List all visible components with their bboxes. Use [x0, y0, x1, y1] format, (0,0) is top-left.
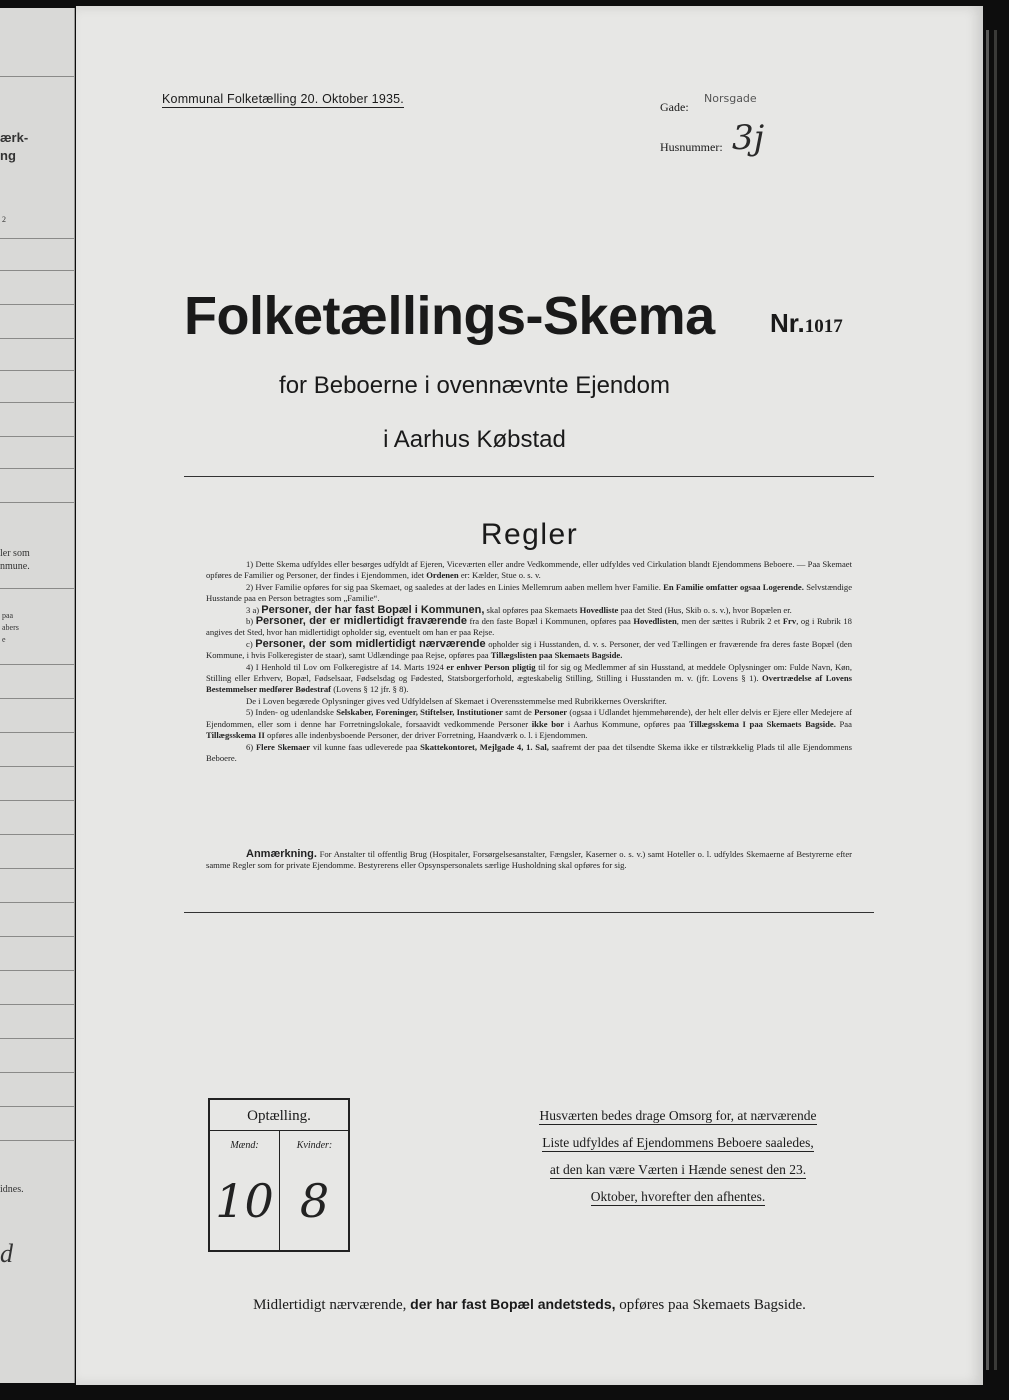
landlord-note-line: at den kan være Værten i Hænde senest den 23.	[549, 1162, 807, 1177]
gade-value: Norsgade	[704, 92, 757, 105]
ledger-rule	[0, 936, 74, 937]
form-subtitle-2: i Aarhus Købstad	[383, 426, 566, 453]
form-title: Folketællings-Skema	[184, 286, 715, 346]
landlord-note-line: Liste udfyldes af Ejendommens Beboere saaledes,	[542, 1135, 814, 1150]
annotation-heading: Anmærkning.	[246, 848, 317, 860]
rule-4-note: De i Loven begærede Oplysninger gives ved Udfyldelsen af Skemaet i Overensstemmelse med Rubrikkernes Overskrifter.	[246, 695, 667, 706]
women-count: 8	[299, 1174, 330, 1228]
husnummer-value: 3j	[732, 118, 765, 158]
footer-note	[76, 1296, 983, 1314]
ledger-rule	[0, 468, 74, 469]
census-header: Kommunal Folketælling 20. Oktober 1935.	[162, 92, 404, 106]
ledger-rule	[0, 76, 74, 77]
landlord-note	[508, 1102, 848, 1210]
ledger-rule	[0, 766, 74, 767]
ledger-rule	[0, 902, 74, 903]
left-fragment: paa	[2, 611, 14, 620]
page-edge	[986, 30, 989, 1370]
left-fragment: ng	[0, 148, 16, 163]
rule-3c: c) Personer, der som midlertidigt nærværende opholder sig i Husstanden, d. v. s. Personer, der ved Tællingen er fraværende fra deres faste Bopæl (den Kommune, i hvis Folkeregister de staar), samt Udlændinge paa Rejse, opføres paa Tillægslisten paa Skemaets Bagside.	[206, 637, 853, 661]
left-fragment: 2	[2, 215, 6, 224]
ledger-rule	[0, 238, 74, 239]
ledger-rule	[0, 502, 74, 503]
landlord-note-line: Husværten bedes drage Omsorg for, at nærværende	[539, 1108, 817, 1123]
left-fragment: d	[0, 1239, 13, 1268]
footer-part-bold: der har fast Bopæl andetsteds,	[410, 1296, 616, 1312]
left-fragment: ler som	[0, 548, 30, 559]
left-fragment: abers	[2, 623, 19, 632]
rules-divider	[184, 912, 874, 913]
rule-2: 2) Hver Familie opføres for sig paa Skemaet, og saaledes at der lades en Linies Mellemrum aaben mellem hver Familie. En Familie omfatter ogsaa Logerende. Selvstændige Husstande paa en Person betragtes som „Familie“.	[206, 581, 853, 604]
ledger-rule	[0, 1038, 74, 1039]
ledger-rule	[0, 1140, 74, 1141]
rule-3a: 3 a) Personer, der har fast Bopæl i Kommunen, skal opføres paa Skemaets Hovedliste paa det Sted (Hus, Skib o. s. v.), hvor Bopælen er.	[246, 603, 792, 616]
ledger-rule	[0, 800, 74, 801]
ledger-rule	[0, 402, 74, 403]
women-column-label: Kvinder:	[296, 1140, 333, 1151]
men-column-label: Mænd:	[230, 1140, 259, 1151]
census-form-page	[76, 6, 983, 1385]
left-fragment: e	[2, 635, 6, 644]
men-count: 10	[215, 1174, 274, 1228]
ledger-rule	[0, 1106, 74, 1107]
ledger-rule	[0, 338, 74, 339]
ledger-rule	[0, 732, 74, 733]
rules-text	[206, 559, 852, 764]
form-subtitle-1: for Beboerne i ovennævnte Ejendom	[279, 372, 670, 399]
page-edge	[994, 30, 997, 1370]
landlord-note-line: Oktober, hvorefter den afhentes.	[590, 1189, 766, 1204]
ledger-rule	[0, 868, 74, 869]
ledger-rule	[0, 270, 74, 271]
ledger-rule	[0, 588, 74, 589]
rule-5: 5) Inden- og udenlandske Selskaber, Foreninger, Stiftelser, Institutioner samt de Personer (ogsaa i Udlandet hjemmehørende), der helt eller delvis er Ejere eller Medejere af Ejendommen, eller som i denne har Forretningslokale, forsaavidt vedkommende Personer ikke bor i Aarhus Kommune, opføres paa Tillægsskema I paa Skemaets Bagside. Paa Tillægsskema II opføres alle indenbysboende Personer, der driver Forretning, Haandværk o. l. i Ejendommen.	[206, 707, 852, 741]
title-divider	[184, 476, 874, 477]
rule-3b: b) Personer, der er midlertidigt fraværende fra den faste Bopæl i Kommunen, opføres paa Hovedlisten, men der sættes i Rubrik 2 et Frv, og i Rubrik 18 angives det Sted, hvor han midlertidigt opholder sig, eventuelt om han er paa Rejse.	[206, 615, 852, 638]
ledger-rule	[0, 834, 74, 835]
ledger-rule	[0, 1072, 74, 1073]
footer-part: opføres paa Skemaets Bagside.	[619, 1297, 806, 1313]
ledger-rule	[0, 698, 74, 699]
rule-4: 4) I Henhold til Lov om Folkeregistre af 14. Marts 1924 er enhver Person pligtig til for sig og Medlemmer af sin Husstand, at meddele Oplysninger om: Fulde Navn, Køn, Stilling eller Erhverv, Bopæl, Fødselsaar, Fødselsdag og Fødested, Statsborgerforhold, ægteskabelig Stilling, Stilling i Husstanden m. v. (jfr. Lovens § 1). Overtrædelse af Lovens Bestemmelser medfører Bødestraf (Lovens § 12 jfr. § 8).	[206, 661, 852, 695]
rules-heading: Regler	[480, 518, 579, 551]
form-number-value: 1017	[804, 316, 843, 337]
gade-label: Gade:	[660, 100, 689, 114]
form-number	[770, 308, 843, 339]
ledger-rule	[0, 370, 74, 371]
rule-1: 1) Dette Skema udfyldes eller besørges udfyldt af Ejeren, Viceværten eller andre Vedkommende, eller udfyldes ved Cirkulation blandt Ejendommens Beboere. — Paa Skemaet opføres de Familier og Personer, der findes i Ejendommen, idet Ordenen er: Kælder, Stue o. s. v.	[206, 559, 852, 581]
left-facing-page	[0, 8, 75, 1383]
count-box-title: Optælling.	[210, 1100, 348, 1131]
annotation-text: For Anstalter til offentlig Brug (Hospitaler, Forsørgelsesanstalter, Fængsler, Kaserner o. s. v.) samt Hoteller o. l. udfyldes Skemaerne af Bestyrerne efter samme Regler som for private Ejendomme. Bestyrerens eller Opsynspersonalets særlige Husholdning skal opføres for sig.	[206, 849, 852, 871]
ledger-rule	[0, 664, 74, 665]
left-fragment: ærk-	[0, 130, 29, 145]
rule-6: 6) Flere Skemaer vil kunne faas udleverede paa Skattekontoret, Mejlgade 4, 1. Sal, saafremt der paa det tilsendte Skema ikke er tilstrækkelig Plads til alle Ejendommens Beboere.	[206, 741, 853, 763]
form-number-label: Nr.	[770, 308, 805, 338]
annotation	[206, 849, 852, 872]
count-box	[208, 1098, 350, 1252]
ledger-rule	[0, 304, 74, 305]
ledger-rule	[0, 1004, 74, 1005]
left-fragment: nmune.	[0, 561, 30, 572]
left-fragment: idnes.	[0, 1184, 24, 1195]
husnummer-label: Husnummer:	[660, 140, 723, 154]
footer-part: Midlertidigt nærværende,	[253, 1297, 407, 1313]
ledger-rule	[0, 970, 74, 971]
